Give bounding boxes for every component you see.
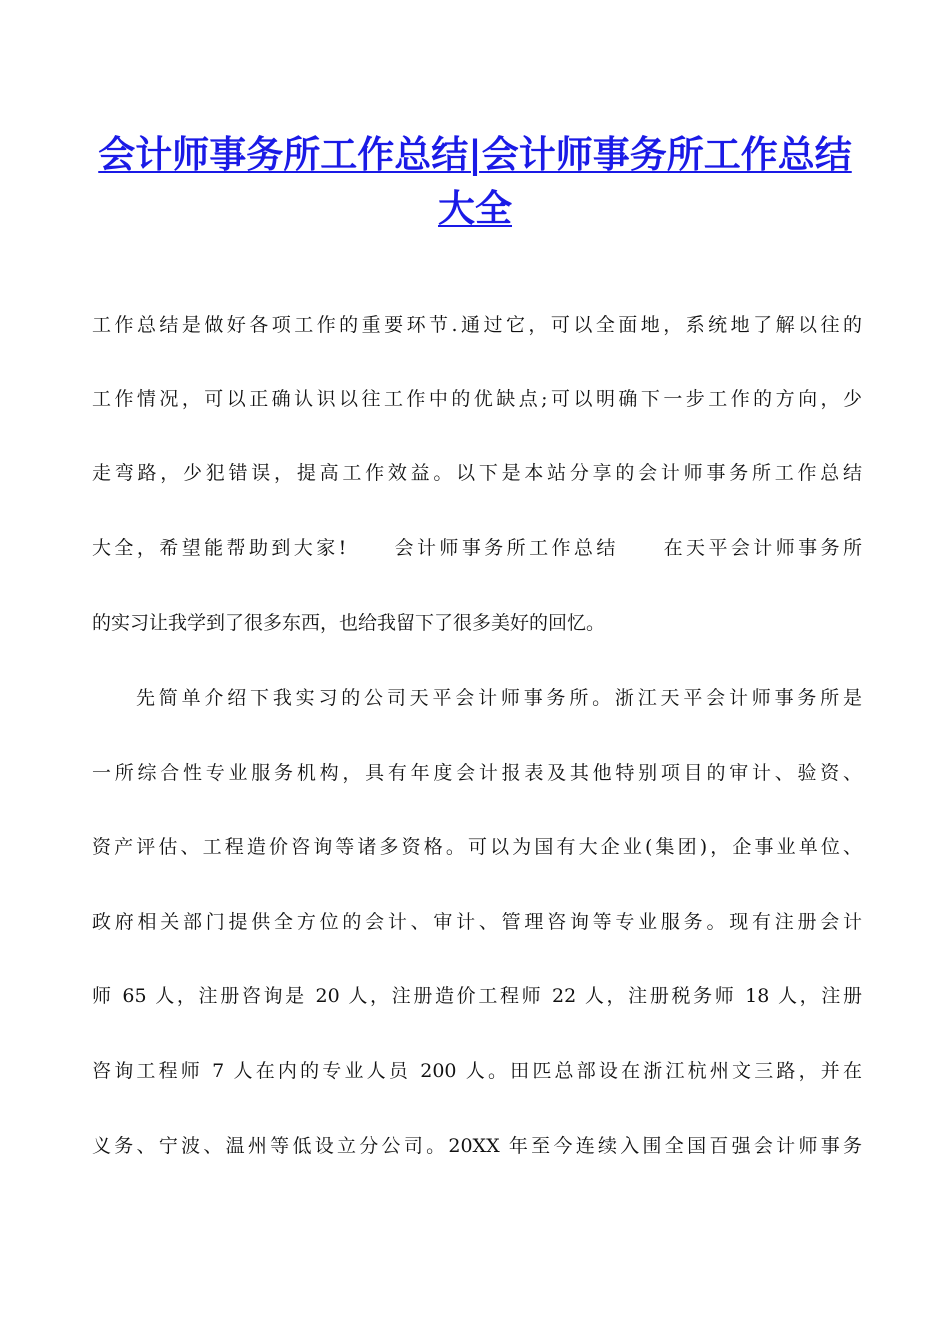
body-line-12: 义务、宁波、温州等低设立分公司。20XX 年至今连续入围全国百强会计师事务 xyxy=(92,1135,862,1157)
body-line-7: 一所综合性专业服务机构，具有年度会计报表及其他特别项目的审计、验资、 xyxy=(92,762,862,784)
body-line-1: 工作总结是做好各项工作的重要环节.通过它，可以全面地，系统地了解以往的 xyxy=(92,314,862,336)
body-line-2: 工作情况，可以正确认识以往工作中的优缺点;可以明确下一步工作的方向，少 xyxy=(92,388,862,410)
body-line-11: 咨询工程师 7 人在内的专业人员 200 人。田匹总部设在浙江杭州文三路，并在 xyxy=(92,1060,862,1082)
body-line-8: 资产评估、工程造价咨询等诸多资格。可以为国有大企业(集团)，企事业单位、 xyxy=(92,836,862,858)
body-line-10: 师 65 人，注册咨询是 20 人，注册造价工程师 22 人，注册税务师 18 人，注册 xyxy=(92,985,862,1007)
body-line-6: 先简单介绍下我实习的公司天平会计师事务所。浙江天平会计师事务所是 xyxy=(136,687,862,709)
body-line-5: 的实习让我学到了很多东西，也给我留下了很多美好的回忆。 xyxy=(92,612,606,634)
body-line-4: 大全，希望能帮助到大家! 会计师事务所工作总结 在天平会计师事务所 xyxy=(92,537,862,559)
document-title-link[interactable]: 会计师事务所工作总结|会计师事务所工作总结大全 xyxy=(98,133,852,230)
body-line-9: 政府相关部门提供全方位的会计、审计、管理咨询等专业服务。现有注册会计 xyxy=(92,911,862,933)
body-line-3: 走弯路，少犯错误，提高工作效益。以下是本站分享的会计师事务所工作总结 xyxy=(92,462,862,484)
